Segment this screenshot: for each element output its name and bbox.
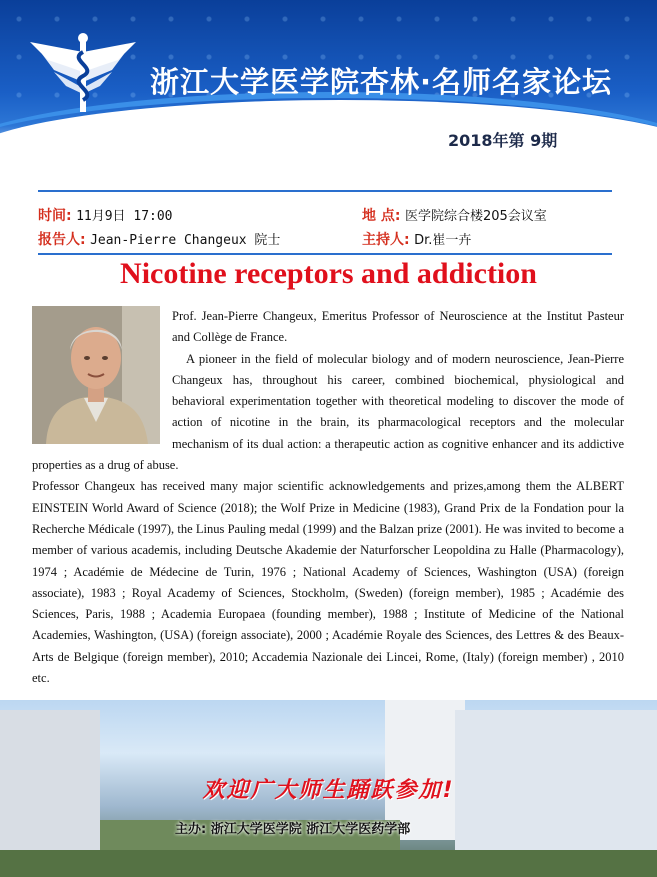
- time-label: 时间:: [38, 208, 72, 224]
- organizers: 主办: 浙江大学医学院 浙江大学医药学部: [175, 822, 411, 837]
- bio-paragraph-2: A pioneer in the field of molecular biology and of modern neuroscience, Jean-Pierre Changeux has, throughout his career, combined biochemical, physiological and behavioral experimentation together with theoretical modeling to discover the mode of action of nicotine in the brain, its pharmacological receptors and the molecular mechanism of its dual action: a therapeutic action as cognitive enhancer and its addictive properties as a drug of abuse.: [32, 351, 624, 473]
- speaker-value: Jean-Pierre Changeux 院士: [90, 233, 281, 248]
- talk-title: Nicotine receptors and addiction: [120, 257, 537, 290]
- school-logo-icon: [28, 32, 138, 116]
- time-row: [38, 205, 173, 225]
- place-value: 医学院综合楼205会议室: [404, 209, 547, 224]
- place-label: 地 点:: [362, 208, 401, 224]
- welcome-slogan: 欢迎广大师生踊跃参加!: [202, 778, 455, 803]
- speaker-portrait: [32, 306, 160, 444]
- time-value: 11月9日 17:00: [76, 209, 173, 224]
- issue-number: 2018年第 9期: [448, 131, 558, 150]
- bio-paragraph-3: Professor Changeux has received many major scientific acknowledgements and prizes,among them the ALBERT EINSTEIN World Award of Science (2018); the Wolf Prize in Medicine (1983), Grand Prix de la Fondation pour la Recherche Médicale (1997), the Linus Pauling medal (1999) and the Balzan prize (2001). He was invited to become a member of various academis, including Deutsche Akademie der Naturforscher Leopoldina zu Halle (Pharmacology), 1974 ; Académie de Médecine de Turin, 1976 ; National Academy of Sciences, Washington (USA) (foreign associate), 1983 ; Royal Academy of Sciences, Stockholm, (Sweden) (foreign member), 1985 ; Académie des Sciences, Paris, 1988 ; Academia Europaea (founding member), 1988 ; Institute of Medicine of the National Academies, Washington, (USA) (foreign associate), 2000 ; Académie Royale des Sciences, des Lettres & des Beaux-Arts de Belgique (foreign member), 2010; Accademia Nazionale dei Lincei, Rome, (Italy) (foreign member) , 2010 etc.: [32, 479, 624, 686]
- portrait-illustration: [32, 306, 160, 444]
- speaker-row: [38, 229, 280, 249]
- divider-top: [38, 190, 612, 192]
- host-value: Dr.崔一卉: [414, 233, 472, 248]
- lawn: [0, 850, 657, 877]
- host-row: [362, 229, 471, 249]
- forum-title: 浙江大学医学院杏林·名师名家论坛: [150, 65, 613, 99]
- divider-bottom: [38, 253, 612, 255]
- speaker-label: 报告人:: [38, 232, 86, 248]
- bio-paragraph-1: Prof. Jean-Pierre Changeux, Emeritus Professor of Neuroscience at the Institut Pasteur and Collège de France.: [172, 309, 624, 345]
- place-row: [362, 205, 547, 225]
- speaker-bio: [32, 306, 624, 689]
- host-label: 主持人:: [362, 232, 410, 248]
